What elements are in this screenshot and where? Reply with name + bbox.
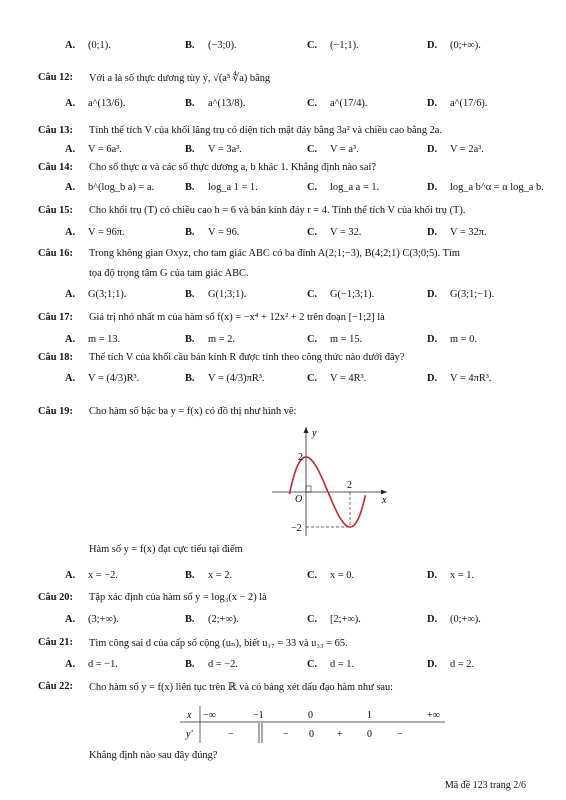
- question-text-cont: tọa độ trọng tâm G của tam giác ABC.: [89, 268, 249, 279]
- x-value-pos-inf: +∞: [427, 710, 440, 721]
- option-c-label: C.: [307, 659, 318, 670]
- x-value-0: 0: [308, 710, 313, 721]
- option-d-label: D.: [427, 40, 438, 51]
- option-a-label: A.: [65, 334, 76, 345]
- question-text: Trong không gian Oxyz, cho tam giác ABC có ba đỉnh A(2;1;−3), B(4;2;1) C(3;0;5). Tìm: [89, 248, 460, 259]
- option-d-label: D.: [427, 334, 438, 345]
- q16-options-row: [0, 289, 566, 309]
- question-text: Tìm công sai d của cấp số cộng (uₙ), biết u₁₇ = 33 và u₃₃ = 65.: [89, 638, 348, 649]
- sign-4: −: [397, 729, 403, 740]
- q18-options-row: [0, 373, 566, 393]
- option-c: V = a³.: [330, 144, 359, 155]
- option-d-label: D.: [427, 182, 438, 193]
- option-a: V = 96π.: [88, 227, 125, 238]
- option-c: V = 32.: [330, 227, 362, 238]
- q14-question: [0, 162, 566, 182]
- option-c: d = 1.: [330, 659, 355, 670]
- option-b: a^(13/8).: [208, 98, 246, 109]
- option-d: (0;+∞).: [450, 40, 481, 51]
- question-text: Cho số thực α và các số thực dương a, b khác 1. Khẳng định nào sai?: [89, 162, 376, 173]
- question-label: Câu 16:: [38, 248, 73, 259]
- option-d-label: D.: [427, 144, 438, 155]
- x-value-neg1: −1: [253, 710, 264, 721]
- option-c-label: C.: [307, 144, 318, 155]
- question-label: Câu 12:: [38, 72, 73, 83]
- x-value-1: 1: [367, 710, 372, 721]
- option-c: log_a a = 1.: [330, 182, 380, 193]
- option-b-label: B.: [185, 182, 195, 193]
- q12-options-row: [0, 98, 566, 118]
- q12-question: [0, 72, 566, 92]
- option-d: V = 2a³.: [450, 144, 484, 155]
- sign-1: −: [228, 729, 234, 740]
- question-text: Với a là số thực dương tùy ý, √(a³ ∜a) bằng: [89, 73, 271, 84]
- option-a-label: A.: [65, 570, 76, 581]
- option-a-label: A.: [65, 182, 76, 193]
- option-d: d = 2.: [450, 659, 475, 670]
- y-axis-arrow: [304, 427, 309, 433]
- option-c-label: C.: [307, 182, 318, 193]
- option-d-label: D.: [427, 98, 438, 109]
- option-b: d = −2.: [208, 659, 238, 670]
- option-c: (−1;1).: [330, 40, 359, 51]
- q20-options-row: [0, 614, 566, 634]
- option-d: a^(17/6).: [450, 98, 488, 109]
- option-b-label: B.: [185, 373, 195, 384]
- y-tick-neg2: −2: [291, 523, 302, 534]
- origin-label: O: [295, 494, 303, 505]
- x-axis-label: x: [382, 495, 387, 506]
- option-c: [2;+∞).: [330, 614, 361, 625]
- option-a-label: A.: [65, 144, 76, 155]
- question-text-cont: Hàm số y = f(x) đạt cực tiểu tại điểm: [89, 544, 243, 555]
- q17-options-row: [0, 334, 566, 354]
- option-a-label: A.: [65, 227, 76, 238]
- sign-2: −: [283, 729, 289, 740]
- option-d-label: D.: [427, 289, 438, 300]
- option-a: V = (4/3)R³.: [88, 373, 140, 384]
- question-text: Tính thể tích V của khối lăng trụ có diện tích mặt đáy bằng 3a² và chiều cao bằng 2a.: [89, 125, 443, 136]
- x-tick-2: 2: [347, 480, 352, 491]
- option-b-label: B.: [185, 289, 195, 300]
- option-a: (0;1).: [88, 40, 111, 51]
- q22-question: [0, 681, 566, 701]
- option-b-label: B.: [185, 570, 195, 581]
- option-d: log_a b^α = α log_a b.: [450, 182, 544, 193]
- option-a-label: A.: [65, 659, 76, 670]
- option-b-label: B.: [185, 227, 195, 238]
- option-c-label: C.: [307, 570, 318, 581]
- option-c: G(−1;3;1).: [330, 289, 375, 300]
- q13-options-row: [0, 144, 566, 164]
- x-axis-arrow: [381, 490, 387, 495]
- option-d-label: D.: [427, 227, 438, 238]
- option-a: d = −1.: [88, 659, 118, 670]
- option-c-label: C.: [307, 614, 318, 625]
- q19-question: [0, 406, 566, 426]
- option-b: V = 3a³.: [208, 144, 242, 155]
- option-b: log_a 1 = 1.: [208, 182, 258, 193]
- q17-question: [0, 312, 566, 332]
- option-d: V = 4πR³.: [450, 373, 492, 384]
- option-b: (2;+∞).: [208, 614, 239, 625]
- option-c-label: C.: [307, 289, 318, 300]
- option-c: x = 0.: [330, 570, 355, 581]
- option-a: x = −2.: [88, 570, 118, 581]
- sign-table: [180, 705, 445, 745]
- question-text: Tập xác định của hàm số y = log₃(x − 2) là: [89, 592, 267, 603]
- option-b-label: B.: [185, 40, 195, 51]
- option-d: x = 1.: [450, 570, 475, 581]
- q14-options-row: [0, 182, 566, 202]
- q21-options-row: [0, 659, 566, 679]
- option-a-label: A.: [65, 289, 76, 300]
- option-d: m = 0.: [450, 334, 477, 345]
- option-a-label: A.: [65, 40, 76, 51]
- question-label: Câu 17:: [38, 312, 73, 323]
- q15-question: [0, 205, 566, 225]
- q21-question: [0, 637, 566, 657]
- option-d-label: D.: [427, 614, 438, 625]
- option-a-label: A.: [65, 98, 76, 109]
- option-a: (3;+∞).: [88, 614, 119, 625]
- option-d: G(3;1;−1).: [450, 289, 495, 300]
- q11-options-row: [0, 40, 566, 60]
- q16-question-cont: [0, 268, 566, 288]
- option-a-label: A.: [65, 614, 76, 625]
- page-footer: Mã đề 123 trang 2/6: [444, 780, 526, 791]
- question-label: Câu 14:: [38, 162, 73, 173]
- option-a: V = 6a³.: [88, 144, 122, 155]
- question-text: Cho hàm số bậc ba y = f(x) có đồ thị như hình vẽ:: [89, 406, 297, 417]
- q16-question: [0, 248, 566, 268]
- y-axis-label: y: [312, 428, 317, 439]
- table-yprime-label: y': [186, 729, 193, 740]
- q19-options-row: [0, 570, 566, 590]
- question-label: Câu 18:: [38, 352, 73, 363]
- sign-3: +: [337, 729, 343, 740]
- question-label: Câu 22:: [38, 681, 73, 692]
- option-b: x = 2.: [208, 570, 233, 581]
- q22-question-cont: [0, 750, 566, 770]
- sign-zero-1: 0: [309, 729, 314, 740]
- origin-mark: [306, 486, 311, 492]
- option-b: V = 96.: [208, 227, 240, 238]
- question-text: Giá trị nhỏ nhất m của hàm số f(x) = −x⁴ + 12x² + 2 trên đoạn [−1;2] là: [89, 312, 385, 323]
- q15-options-row: [0, 227, 566, 247]
- option-d-label: D.: [427, 659, 438, 670]
- question-text: Cho hàm số y = f(x) liên tục trên ℝ và có bảng xét dấu đạo hàm như sau:: [89, 682, 394, 693]
- option-b: V = (4/3)πR³.: [208, 373, 265, 384]
- question-label: Câu 19:: [38, 406, 73, 417]
- option-c-label: C.: [307, 334, 318, 345]
- option-c-label: C.: [307, 98, 318, 109]
- option-b: m = 2.: [208, 334, 235, 345]
- option-d-label: D.: [427, 373, 438, 384]
- option-a: m = 13.: [88, 334, 121, 345]
- option-c-label: C.: [307, 227, 318, 238]
- question-label: Câu 13:: [38, 125, 73, 136]
- option-c: a^(17/4).: [330, 98, 368, 109]
- option-c: m = 15.: [330, 334, 363, 345]
- option-b-label: B.: [185, 98, 195, 109]
- option-b-label: B.: [185, 144, 195, 155]
- option-c: V = 4R³.: [330, 373, 367, 384]
- option-c-label: C.: [307, 373, 318, 384]
- q19-question-cont: [0, 544, 566, 564]
- option-b: (−3;0).: [208, 40, 237, 51]
- question-label: Câu 15:: [38, 205, 73, 216]
- option-b-label: B.: [185, 614, 195, 625]
- q20-question: [0, 592, 566, 612]
- option-a: b^(log_b a) = a.: [88, 182, 155, 193]
- function-graph: [270, 424, 400, 539]
- option-c-label: C.: [307, 40, 318, 51]
- option-b: G(1;3;1).: [208, 289, 247, 300]
- question-label: Câu 21:: [38, 637, 73, 648]
- x-value-neg-inf: −∞: [203, 710, 216, 721]
- q18-question: [0, 352, 566, 372]
- table-x-label: x: [187, 710, 192, 721]
- option-d-label: D.: [427, 570, 438, 581]
- question-label: Câu 20:: [38, 592, 73, 603]
- question-text: Thể tích V của khối cầu bán kính R được tính theo công thức nào dưới đây?: [89, 352, 405, 363]
- sign-zero-2: 0: [367, 729, 372, 740]
- question-text: Cho khối trụ (T) có chiều cao h = 6 và bán kính đáy r = 4. Tính thể tích V của khối trụ (T).: [89, 205, 466, 216]
- option-d: V = 32π.: [450, 227, 487, 238]
- option-a: a^(13/6).: [88, 98, 126, 109]
- option-d: (0;+∞).: [450, 614, 481, 625]
- option-b-label: B.: [185, 659, 195, 670]
- q13-question: [0, 125, 566, 145]
- question-text-cont: Khẳng định nào sau đây đúng?: [89, 750, 218, 761]
- y-tick-2: 2: [298, 452, 303, 463]
- option-a-label: A.: [65, 373, 76, 384]
- option-b-label: B.: [185, 334, 195, 345]
- option-a: G(3;1;1).: [88, 289, 127, 300]
